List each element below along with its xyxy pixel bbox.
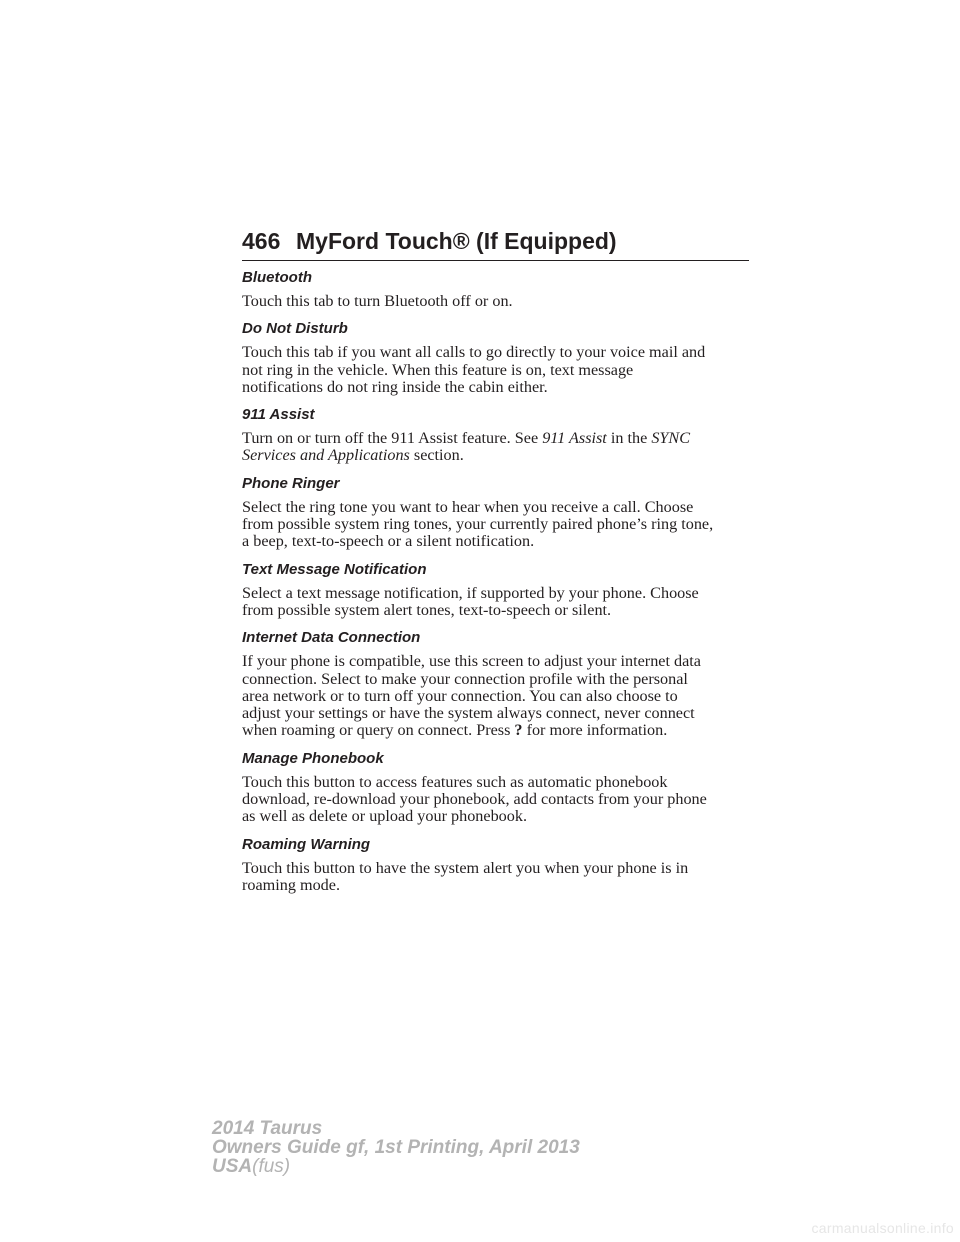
text-run: for more information.	[522, 721, 668, 740]
text-line: If your phone is compatible, use this screen to adjust your internet data	[242, 652, 701, 671]
footer-region-sub: (fus)	[252, 1156, 291, 1177]
section-body-roaming-warning	[242, 860, 752, 895]
cross-reference-911-assist: 911 Assist	[542, 429, 607, 448]
section-heading-internet-data-connection: Internet Data Connection	[242, 629, 421, 647]
section-body-do-not-disturb	[242, 344, 752, 396]
section-heading-bluetooth: Bluetooth	[242, 269, 312, 286]
section-heading-911-assist: 911 Assist	[242, 406, 315, 424]
section-body-bluetooth	[242, 293, 752, 310]
cross-reference-sync: SYNC	[651, 429, 691, 448]
text-line: Touch this button to have the system alert you when your phone is in	[242, 858, 689, 877]
text-run: section.	[409, 446, 464, 465]
text-line	[242, 430, 752, 447]
text-line: area network or to turn off your connection. You can also choose to	[242, 686, 678, 705]
section-heading-do-not-disturb: Do Not Disturb	[242, 320, 348, 338]
footer-model: 2014 Taurus	[212, 1118, 323, 1139]
chapter-title: MyFord Touch® (If Equipped)	[296, 228, 617, 254]
text-line	[242, 722, 752, 739]
page-number: 466	[242, 228, 281, 254]
text-line: roaming mode.	[242, 875, 341, 894]
text-run: in the	[606, 429, 652, 448]
text-line: adjust your settings or have the system always connect, never connect	[242, 704, 695, 723]
page-header	[242, 226, 749, 261]
section-heading-roaming-warning: Roaming Warning	[242, 835, 371, 853]
section-body-911-assist	[242, 430, 752, 465]
text-line: notifications do not ring inside the cabin either.	[242, 377, 548, 396]
section-body-internet-data-connection	[242, 653, 752, 739]
text-run: when roaming or query on connect. Press	[242, 721, 515, 740]
text-line: Touch this tab to turn Bluetooth off or on.	[242, 292, 513, 310]
text-line: as well as delete or upload your phonebook.	[242, 807, 528, 826]
text-line	[242, 447, 752, 464]
section-body-text-message-notification	[242, 585, 752, 620]
footer-region	[212, 1157, 580, 1176]
text-line: from possible system alert tones, text-to-speech or silent.	[242, 600, 612, 619]
text-line: download, re-download your phonebook, add contacts from your phone	[242, 790, 707, 809]
text-line: Select the ring tone you want to hear when you receive a call. Choose	[242, 497, 694, 516]
text-line: from possible system ring tones, your currently paired phone’s ring tone,	[242, 515, 714, 534]
section-heading-text-message-notification: Text Message Notification	[242, 560, 427, 578]
text-run: Turn on or turn off the 911 Assist feature. See	[242, 429, 543, 448]
section-heading-phone-ringer: Phone Ringer	[242, 474, 340, 492]
text-line: not ring in the vehicle. When this feature is on, text message	[242, 360, 634, 379]
text-line: Touch this tab if you want all calls to go directly to your voice mail and	[242, 343, 706, 362]
text-line: Touch this button to access features such as automatic phonebook	[242, 772, 668, 791]
cross-reference-services: Services and Applications	[242, 446, 410, 465]
section-body-manage-phonebook	[242, 774, 752, 826]
watermark: carmanualsonline.info	[811, 1220, 954, 1236]
section-body-phone-ringer	[242, 499, 752, 551]
text-line: Select a text message notification, if supported by your phone. Choose	[242, 583, 699, 602]
footer-region-main: USA	[212, 1156, 253, 1177]
footer-edition: Owners Guide gf, 1st Printing, April 2013	[212, 1137, 580, 1158]
help-question-icon: ?	[514, 721, 523, 740]
text-line: a beep, text-to-speech or a silent notification.	[242, 532, 535, 551]
text-line: connection. Select to make your connection profile with the personal	[242, 669, 688, 688]
page-content	[242, 268, 752, 903]
page-footer	[212, 1119, 580, 1176]
section-heading-manage-phonebook: Manage Phonebook	[242, 749, 384, 767]
